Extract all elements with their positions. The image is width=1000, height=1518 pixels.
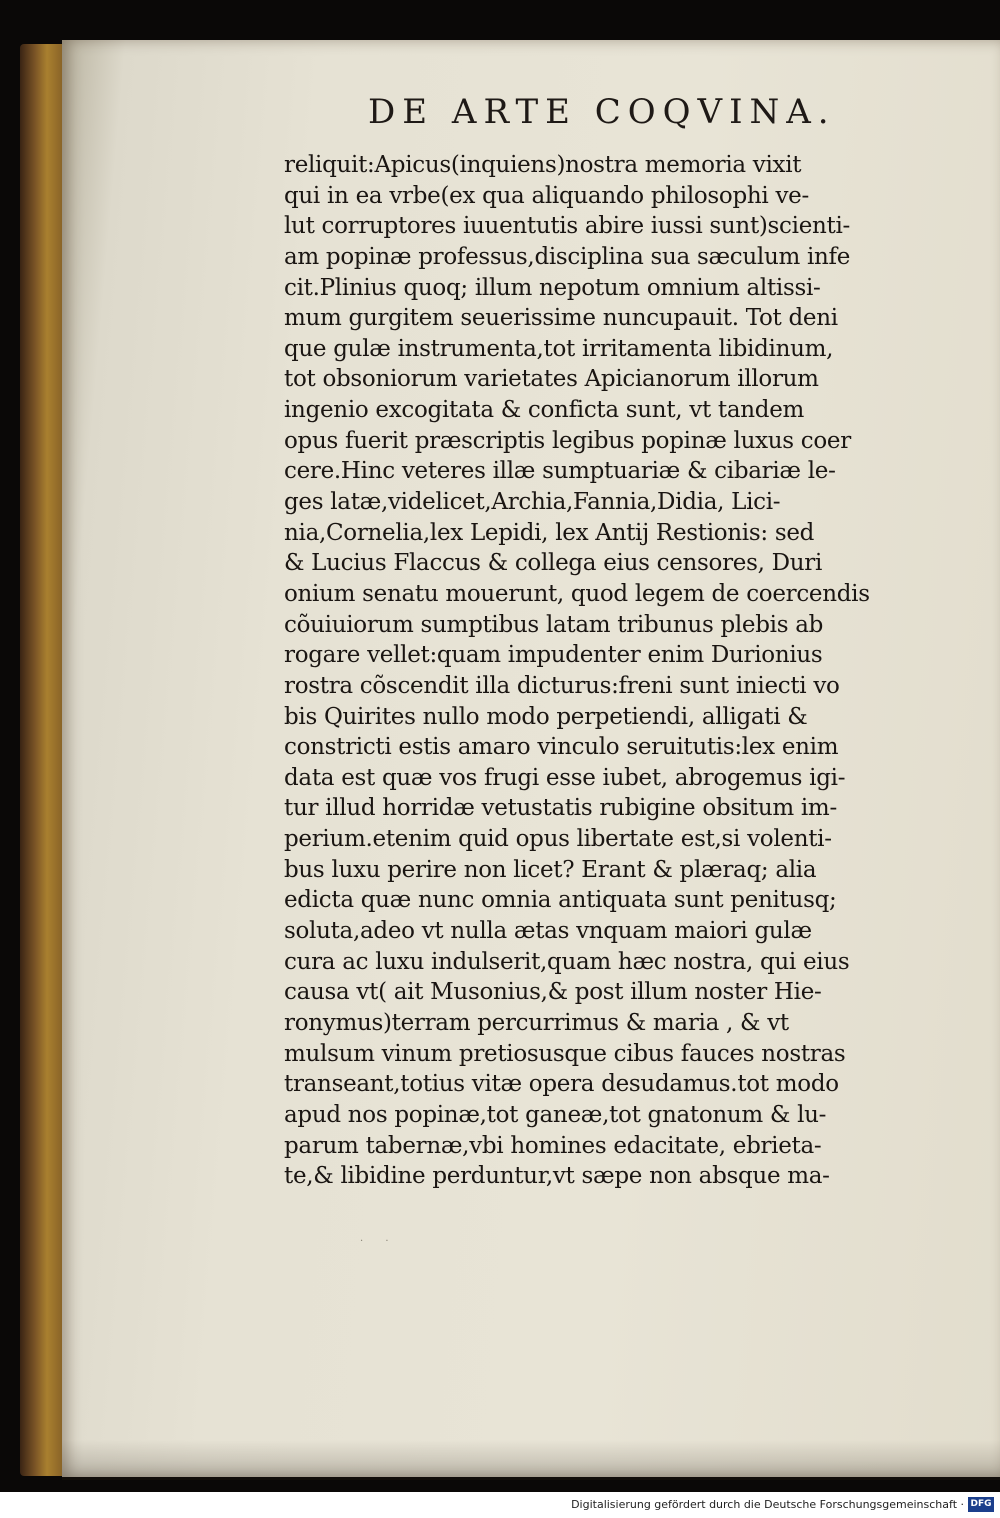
text-line: qui in ea vrbe(ex qua aliquando philosophi ve-: [284, 182, 809, 209]
funding-credit: Digitalisierung gefördert durch die Deutsche Forschungsgemeinschaft ·: [571, 1498, 964, 1511]
text-line: te,& libidine perduntur,vt sæpe non absque ma-: [284, 1163, 830, 1190]
text-line: opus fuerit præscriptis legibus popinæ luxus coer: [284, 427, 851, 454]
text-line: parum tabernæ,vbi homines edacitate, ebrieta-: [284, 1132, 822, 1159]
text-line: & Lucius Flaccus & collega eius censores, Duri: [284, 550, 823, 577]
text-line: apud nos popinæ,tot ganeæ,tot gnatonum & lu-: [284, 1101, 827, 1128]
text-line: ges latæ,videlicet,Archia,Fannia,Didia, Lici-: [284, 489, 781, 516]
dfg-logo: DFG: [968, 1497, 994, 1512]
body-text: [284, 150, 944, 1192]
text-line: mum gurgitem seuerissime nuncupauit. Tot deni: [284, 305, 838, 332]
running-head: DE ARTE COQVINA.: [368, 92, 836, 132]
text-line: soluta,adeo vt nulla ætas vnquam maiori gulæ: [284, 918, 812, 945]
text-line: reliquit:Apicus(inquiens)nostra memoria vixit: [284, 152, 802, 178]
text-line: lut corruptores iuuentutis abire iussi sunt)scienti-: [284, 213, 850, 240]
text-line: ronymus)terram percurrimus & maria , & vt: [284, 1009, 789, 1036]
text-line: tot obsoniorum varietates Apicianorum illorum: [284, 366, 819, 393]
text-line: rogare vellet:quam impudenter enim Durionius: [284, 642, 823, 669]
footer-bar: [0, 1492, 1000, 1518]
text-line: perium.etenim quid opus libertate est,si volenti-: [284, 826, 832, 853]
text-line: bis Quirites nullo modo perpetiendi, alligati &: [284, 703, 808, 730]
text-line: am popinæ professus,disciplina sua sæculum infe: [284, 243, 851, 270]
text-line: data est quæ vos frugi esse iubet, abrogemus igi-: [284, 764, 846, 791]
text-line: tur illud horridæ vetustatis rubigine obsitum im-: [284, 795, 837, 822]
text-line: transeant,totius vitæ opera desudamus.tot modo: [284, 1071, 839, 1098]
text-line: ingenio excogitata & conficta sunt, vt tandem: [284, 397, 805, 424]
text-line: cere.Hinc veteres illæ sumptuariæ & cibariæ le-: [284, 458, 836, 485]
text-line: rostra cõscendit illa dicturus:freni sunt iniecti vo: [284, 672, 840, 699]
text-line: edicta quæ nunc omnia antiquata sunt penitusq;: [284, 887, 837, 914]
text-line: constricti estis amaro vinculo seruitutis:lex enim: [284, 734, 839, 761]
page-bottom-shadow: [62, 1440, 1000, 1480]
text-line: que gulæ instrumenta,tot irritamenta libidinum,: [284, 335, 834, 362]
text-line: bus luxu perire non licet? Erant & plæraq; alia: [284, 856, 817, 883]
text-line: mulsum vinum pretiosusque cibus fauces nostras: [284, 1040, 846, 1067]
text-line: cõuiuiorum sumptibus latam tribunus plebis ab: [284, 611, 824, 638]
paper-specks: · ·: [360, 1236, 389, 1247]
text-line: nia,Cornelia,lex Lepidi, lex Antij Restionis: sed: [284, 519, 815, 546]
text-line: causa vt( ait Musonius,& post illum noster Hie-: [284, 979, 822, 1006]
text-line: cit.Plinius quoq; illum nepotum omnium altissi-: [284, 274, 821, 301]
text-line: cura ac luxu indulserit,quam hæc nostra, qui eius: [284, 948, 850, 975]
text-line: onium senatu mouerunt, quod legem de coercendis: [284, 580, 870, 607]
